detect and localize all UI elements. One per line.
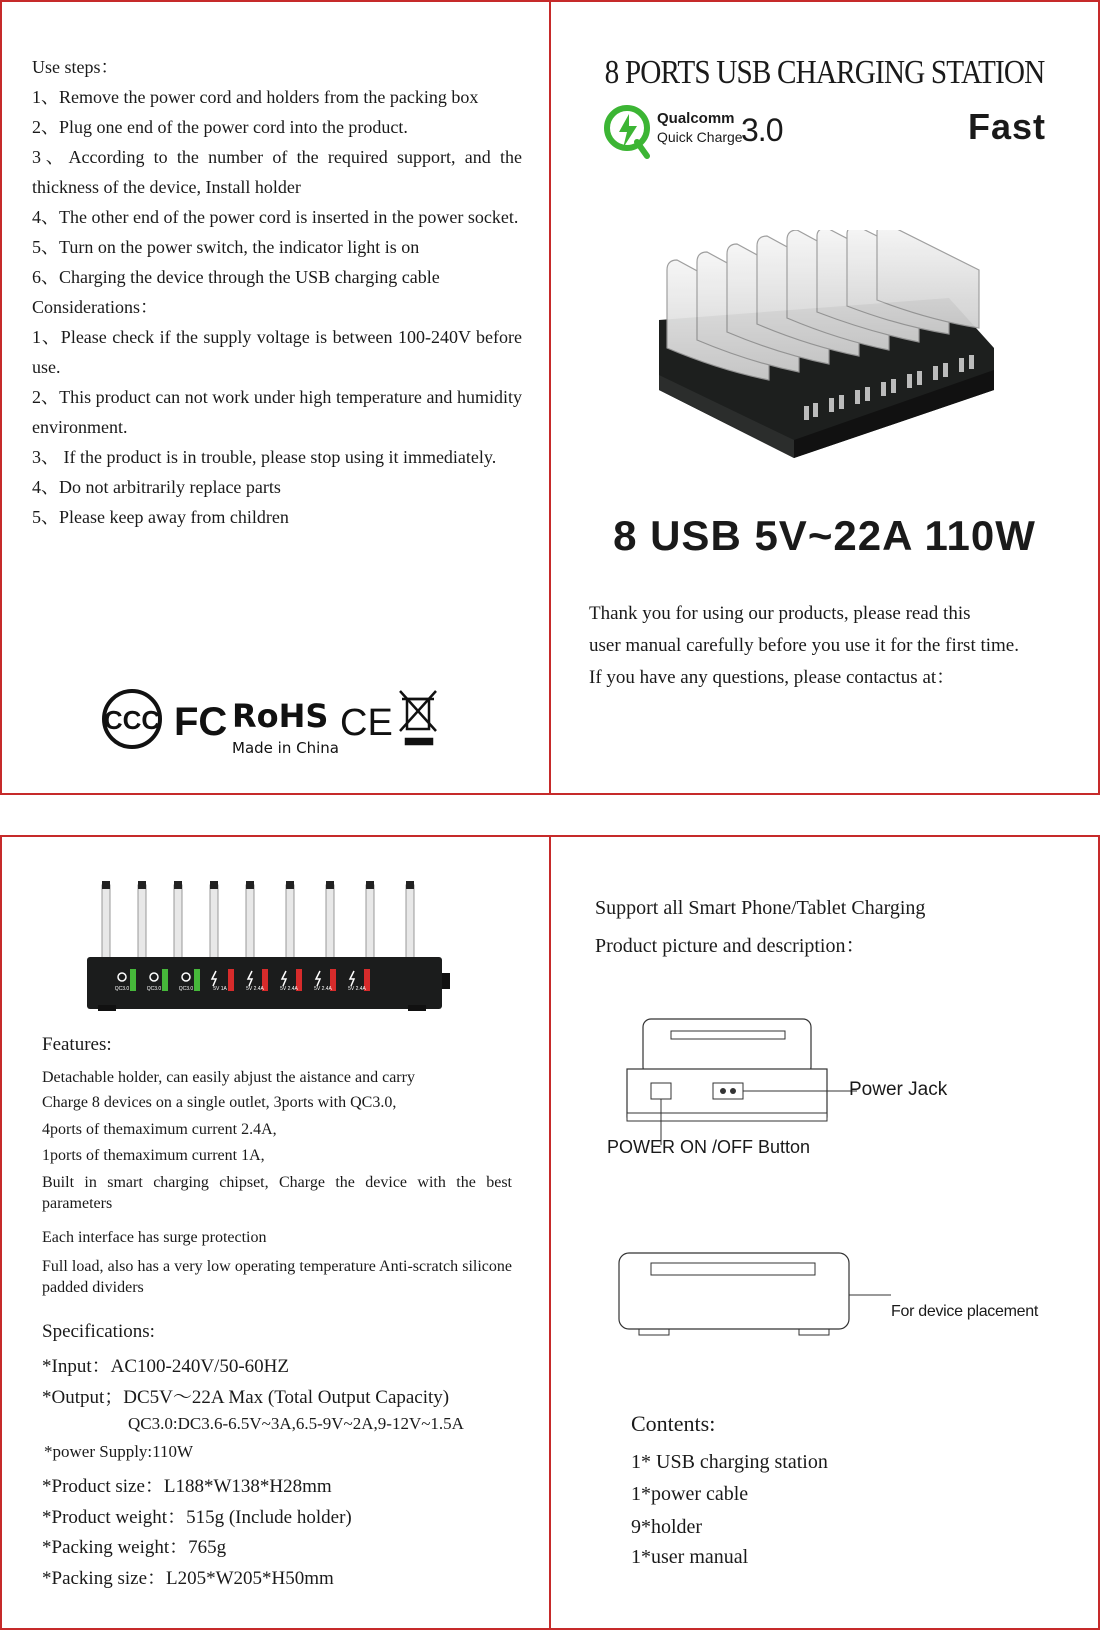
thanks-line: Thank you for using our products, please read this [589, 603, 971, 624]
svg-text:5V 2.4A: 5V 2.4A [246, 986, 264, 992]
svg-text:5V 1A: 5V 1A [213, 986, 227, 992]
specifications-heading: Specifications: [42, 1321, 155, 1342]
consideration-item: 2、This product can not work under high temperature and humidity environment. [32, 387, 522, 437]
use-step: 4、The other end of the power cord is inserted in the power socket. [32, 207, 519, 227]
spec-output: *Output；DC5V～22A Max (Total Output Capacity) [42, 1387, 450, 1408]
spec-input: *Input：AC100-240V/50-60HZ [42, 1356, 289, 1377]
ccc-logo [104, 691, 161, 747]
headline-spec: 8 USB 5V~22A 110W [613, 512, 1036, 559]
product-title: 8 PORTS USB CHARGING STATION [604, 54, 1045, 91]
feature-item: Full load, also has a very low operating temperature Anti-scratch silicone padded dividers [42, 1258, 512, 1296]
features-panel [0, 835, 551, 1630]
qc-name: Quick Charge [657, 129, 743, 145]
rohs-logo: RoHS [232, 697, 329, 735]
qc-brand: Qualcomm [657, 110, 735, 127]
consideration-item: 1、Please check if the supply voltage is between 100-240V before use. [32, 327, 522, 377]
contents-item: 1*power cable [631, 1483, 749, 1505]
feature-item: 1ports of themaximum current 1A, [42, 1147, 265, 1164]
quick-charge-logo [603, 102, 793, 162]
charging-station-image [649, 230, 1009, 460]
certification-logos [102, 687, 462, 757]
thanks-line: user manual carefully before you use it for the first time. [589, 635, 1019, 656]
device-placement-label: For device placement [891, 1303, 1038, 1320]
use-step: 3、According to the number of the required support, and the thickness of the device, Install holder [32, 147, 522, 197]
svg-text:QC3.0: QC3.0 [114, 986, 130, 992]
power-jack-label: Power Jack [849, 1079, 948, 1100]
use-step: 1、Remove the power cord and holders from the packing box [32, 87, 479, 107]
svg-text:5V 2.4A: 5V 2.4A [280, 986, 298, 992]
contents-item: 1*user manual [631, 1546, 749, 1568]
ce-logo: CE [340, 702, 393, 744]
use-step: 5、Turn on the power switch, the indicator light is on [32, 237, 420, 257]
use-step: 6、Charging the device through the USB charging cable [32, 267, 440, 287]
spec-packing-size: *Packing size：L205*W205*H50mm [42, 1568, 334, 1589]
considerations-heading: Considerations： [32, 297, 158, 317]
description-line: Product picture and description： [595, 935, 866, 957]
spec-size: *Product size：L188*W138*H28mm [42, 1476, 332, 1497]
fast-label: Fast [967, 106, 1046, 147]
use-step: 2、Plug one end of the power cord into the product. [32, 117, 408, 137]
feature-item: Charge 8 devices on a single outlet, 3ports with QC3.0, [42, 1094, 397, 1111]
consideration-item: 5、Please keep away from children [32, 507, 289, 527]
consideration-item: 3、 If the product is in trouble, please stop using it immediately. [32, 447, 497, 467]
description-panel [549, 835, 1100, 1630]
contents-item: 1* USB charging station [631, 1451, 828, 1473]
use-steps-block [32, 52, 522, 532]
holders [102, 881, 414, 963]
svg-text:5V 2.4A: 5V 2.4A [348, 986, 366, 992]
spec-power: *power Supply:110W [44, 1442, 194, 1461]
svg-text:CCC: CCC [103, 705, 161, 735]
contents-heading: Contents: [631, 1411, 716, 1436]
feature-item: Each interface has surge protection [42, 1229, 267, 1246]
contents-item: 9*holder [631, 1516, 703, 1538]
features-heading: Features: [42, 1034, 112, 1055]
product-front-image [82, 877, 472, 1017]
made-in-china: Made in China [232, 739, 339, 757]
feature-item: 4ports of themaximum current 2.4A, [42, 1121, 277, 1138]
fcc-logo: FC [174, 700, 228, 744]
spec-weight: *Product weight：515g (Include holder) [42, 1507, 352, 1528]
svg-text:5V 2.4A: 5V 2.4A [314, 986, 332, 992]
weee-bin-icon [400, 691, 436, 744]
support-line: Support all Smart Phone/Tablet Charging [595, 897, 926, 919]
use-steps-heading: Use steps： [32, 57, 119, 77]
quick-charge-icon [603, 102, 655, 160]
thank-you-text [589, 598, 1089, 694]
power-button-label: POWER ON /OFF Button [607, 1137, 811, 1157]
spec-qc: QC3.0:DC3.6-6.5V~3A,6.5-9V~2A,9-12V~1.5A [128, 1414, 464, 1433]
back-view-diagram [621, 1015, 1041, 1145]
cover-panel [549, 0, 1100, 795]
qc-version: 3.0 [741, 112, 783, 148]
feature-item: Built in smart charging chipset, Charge the device with the best parameters [42, 1174, 512, 1212]
thanks-line: If you have any questions, please contactus at： [589, 667, 956, 688]
spec-packing-weight: *Packing weight：765g [42, 1537, 227, 1558]
side-view-diagram [615, 1249, 1035, 1339]
consideration-item: 4、Do not arbitrarily replace parts [32, 477, 281, 497]
svg-text:QC3.0: QC3.0 [178, 986, 194, 992]
instructions-panel [0, 0, 551, 795]
svg-text:QC3.0: QC3.0 [146, 986, 162, 992]
feature-item: Detachable holder, can easily abjust the aistance and carry [42, 1069, 415, 1086]
